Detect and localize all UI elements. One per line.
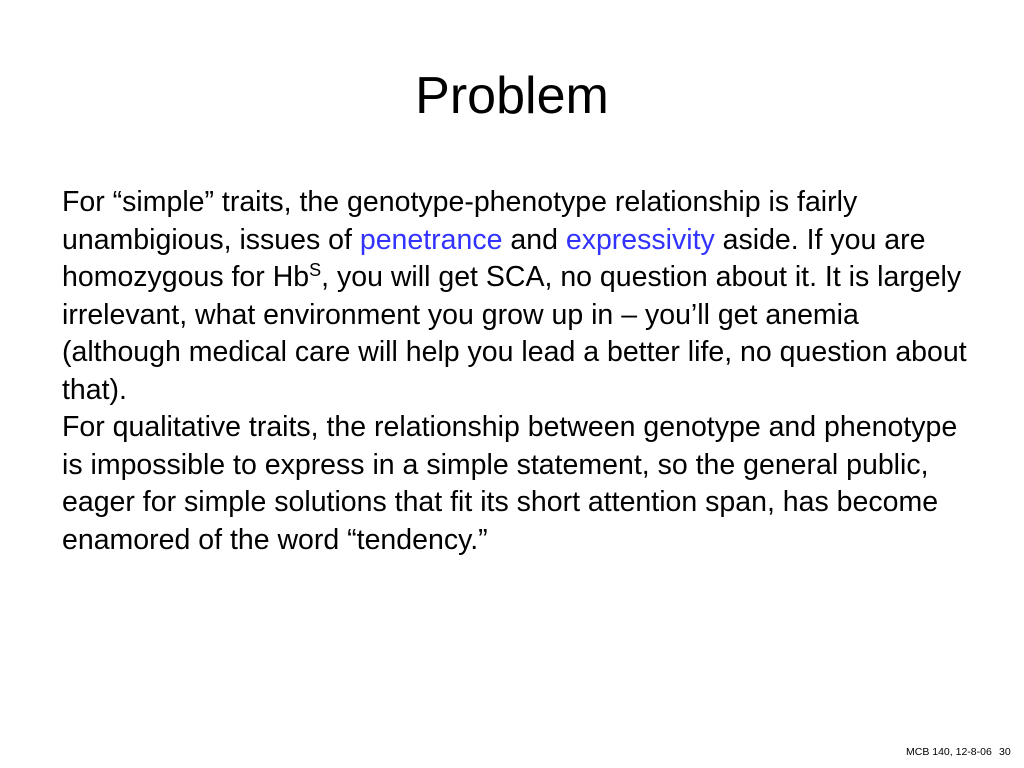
paragraph-1-text-b: and bbox=[502, 223, 566, 256]
hb-superscript: S bbox=[309, 260, 322, 280]
penetrance-link[interactable]: penetrance bbox=[359, 223, 503, 256]
expressivity-link[interactable]: expressivity bbox=[565, 223, 715, 256]
paragraph-1-text-d: , you will get SCA, no question about it. It is largely irrelevant, what environment you grow up in – you’ll get anemia (although medical care will help you lead a better life, no question about that). bbox=[62, 261, 967, 406]
footer-label: MCB 140, 12-8-06 bbox=[906, 746, 992, 758]
slide-body bbox=[62, 184, 972, 559]
paragraph-1 bbox=[62, 184, 972, 409]
slide-number: 30 bbox=[999, 746, 1011, 758]
paragraph-1-text-a: For “simple” traits, the genotype-phenotype relationship is fairly unambigious, issues of bbox=[62, 186, 858, 256]
slide-title: Problem bbox=[415, 67, 609, 125]
paragraph-2: For qualitative traits, the relationship between genotype and phenotype is impossible to express in a simple statement, so the general public, eager for simple solutions that fit its short attention span, has become enamored of the word “tendency.” bbox=[62, 411, 958, 556]
paragraph-1-text-c: aside. If you are homozygous for Hb bbox=[62, 223, 926, 293]
